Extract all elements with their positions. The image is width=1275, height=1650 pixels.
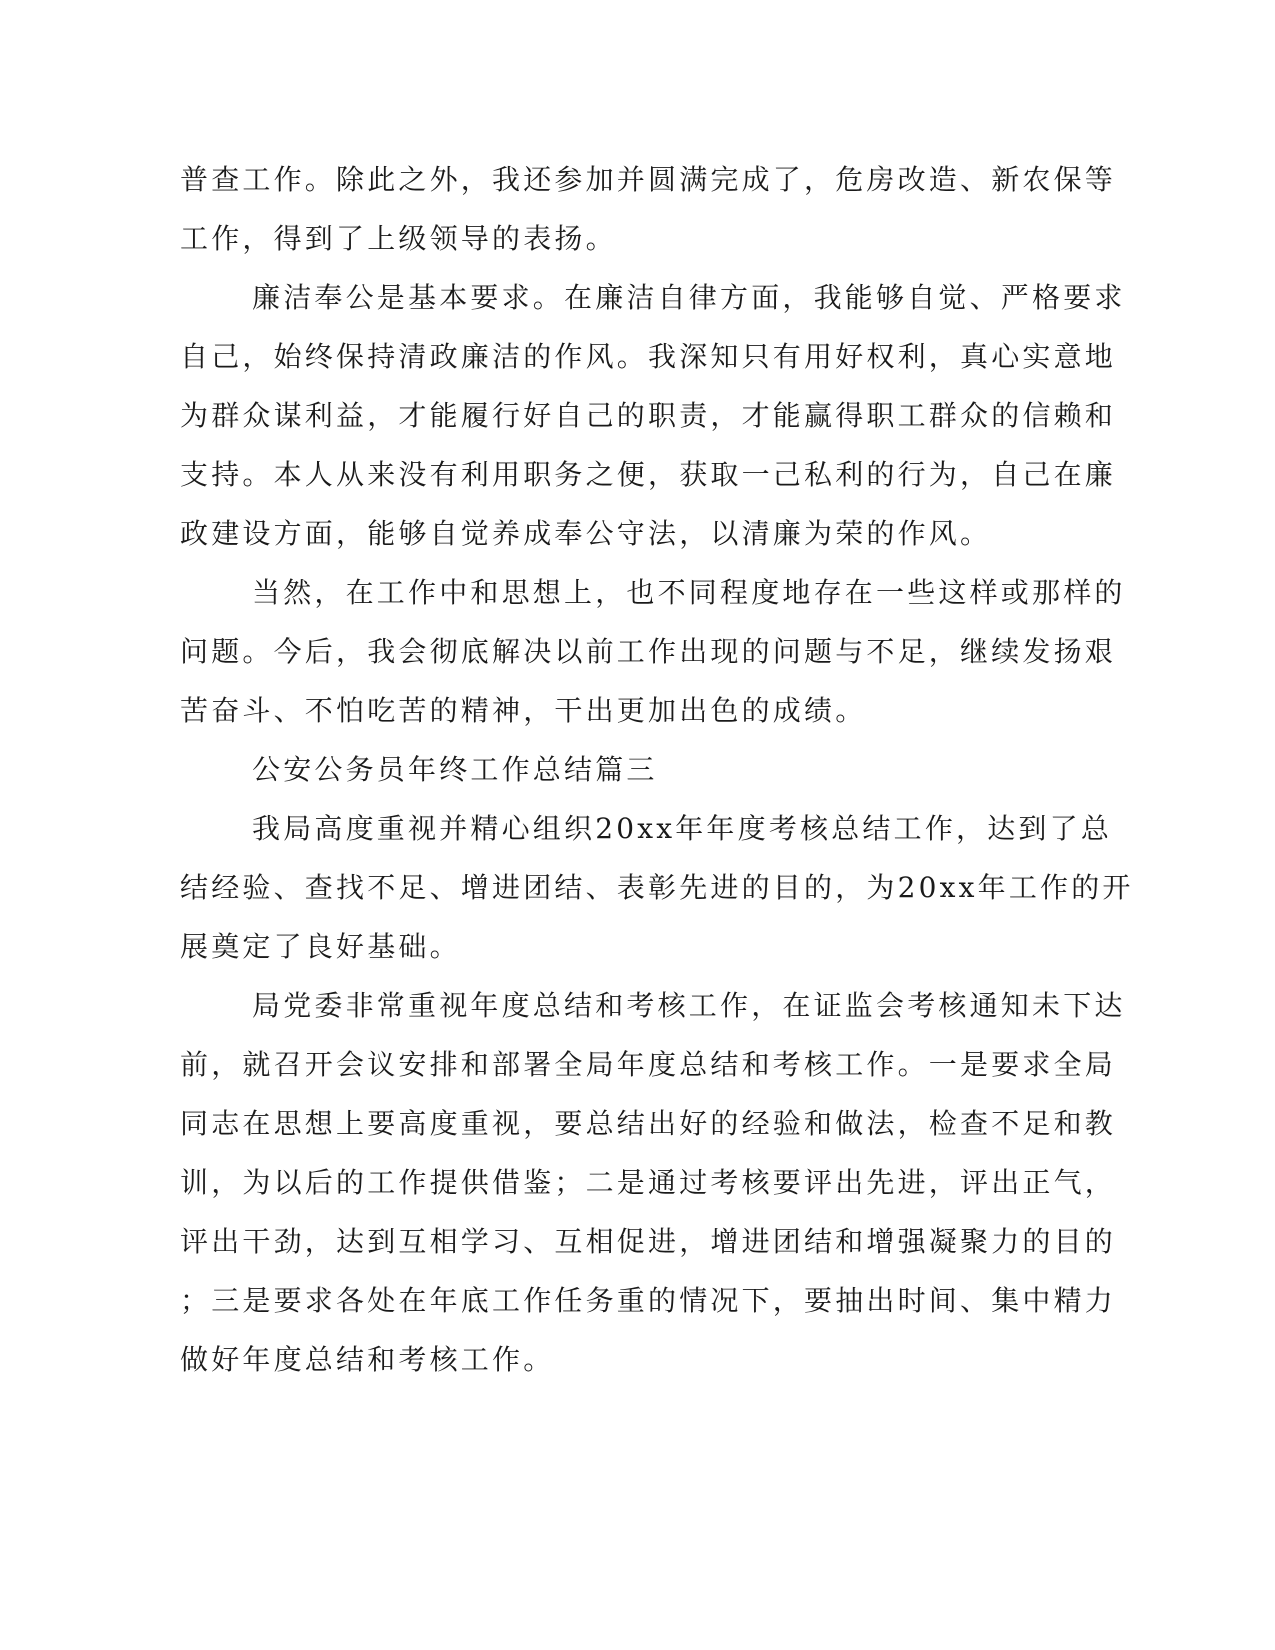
text-line: 苦奋斗、不怕吃苦的精神，干出更加出色的成绩。	[180, 694, 867, 727]
text-line: ；三是要求各处在年底工作任务重的情况下，要抽出时间、集中精力	[180, 1284, 1117, 1317]
text-line: 同志在思想上要高度重视，要总结出好的经验和做法，检查不足和教	[180, 1107, 1117, 1140]
text-line: 工作，得到了上级领导的表扬。	[180, 222, 617, 255]
text-line: 展奠定了良好基础。	[180, 930, 461, 963]
text-line: 普查工作。除此之外，我还参加并圆满完成了，危房改造、新农保等	[180, 163, 1117, 196]
text-line: 自己，始终保持清政廉洁的作风。我深知只有用好权利，真心实意地	[180, 340, 1117, 373]
text-line: 评出干劲，达到互相学习、互相促进，增进团结和增强凝聚力的目的	[180, 1225, 1117, 1258]
text-line: 训，为以后的工作提供借鉴；二是通过考核要评出先进，评出正气，	[180, 1166, 1117, 1199]
text-line: 问题。今后，我会彻底解决以前工作出现的问题与不足，继续发扬艰	[180, 635, 1117, 668]
text-line: 支持。本人从来没有利用职务之便，获取一己私利的行为，自己在廉	[180, 458, 1117, 491]
section-heading: 公安公务员年终工作总结篇三	[252, 753, 658, 786]
paragraph-first-line: 当然，在工作中和思想上，也不同程度地存在一些这样或那样的	[252, 576, 1126, 609]
text-line: 结经验、查找不足、增进团结、表彰先进的目的，为20xx年工作的开	[180, 871, 1134, 904]
paragraph-first-line: 廉洁奉公是基本要求。在廉洁自律方面，我能够自觉、严格要求	[252, 281, 1126, 314]
text-line: 前，就召开会议安排和部署全局年度总结和考核工作。一是要求全局	[180, 1048, 1117, 1081]
text-line: 做好年度总结和考核工作。	[180, 1343, 555, 1376]
paragraph-first-line: 我局高度重视并精心组织20xx年年度考核总结工作，达到了总	[252, 812, 1113, 845]
text-line: 政建设方面，能够自觉养成奉公守法，以清廉为荣的作风。	[180, 517, 992, 550]
paragraph-first-line: 局党委非常重视年度总结和考核工作，在证监会考核通知未下达	[252, 989, 1126, 1022]
text-line: 为群众谋利益，才能履行好自己的职责，才能赢得职工群众的信赖和	[180, 399, 1117, 432]
